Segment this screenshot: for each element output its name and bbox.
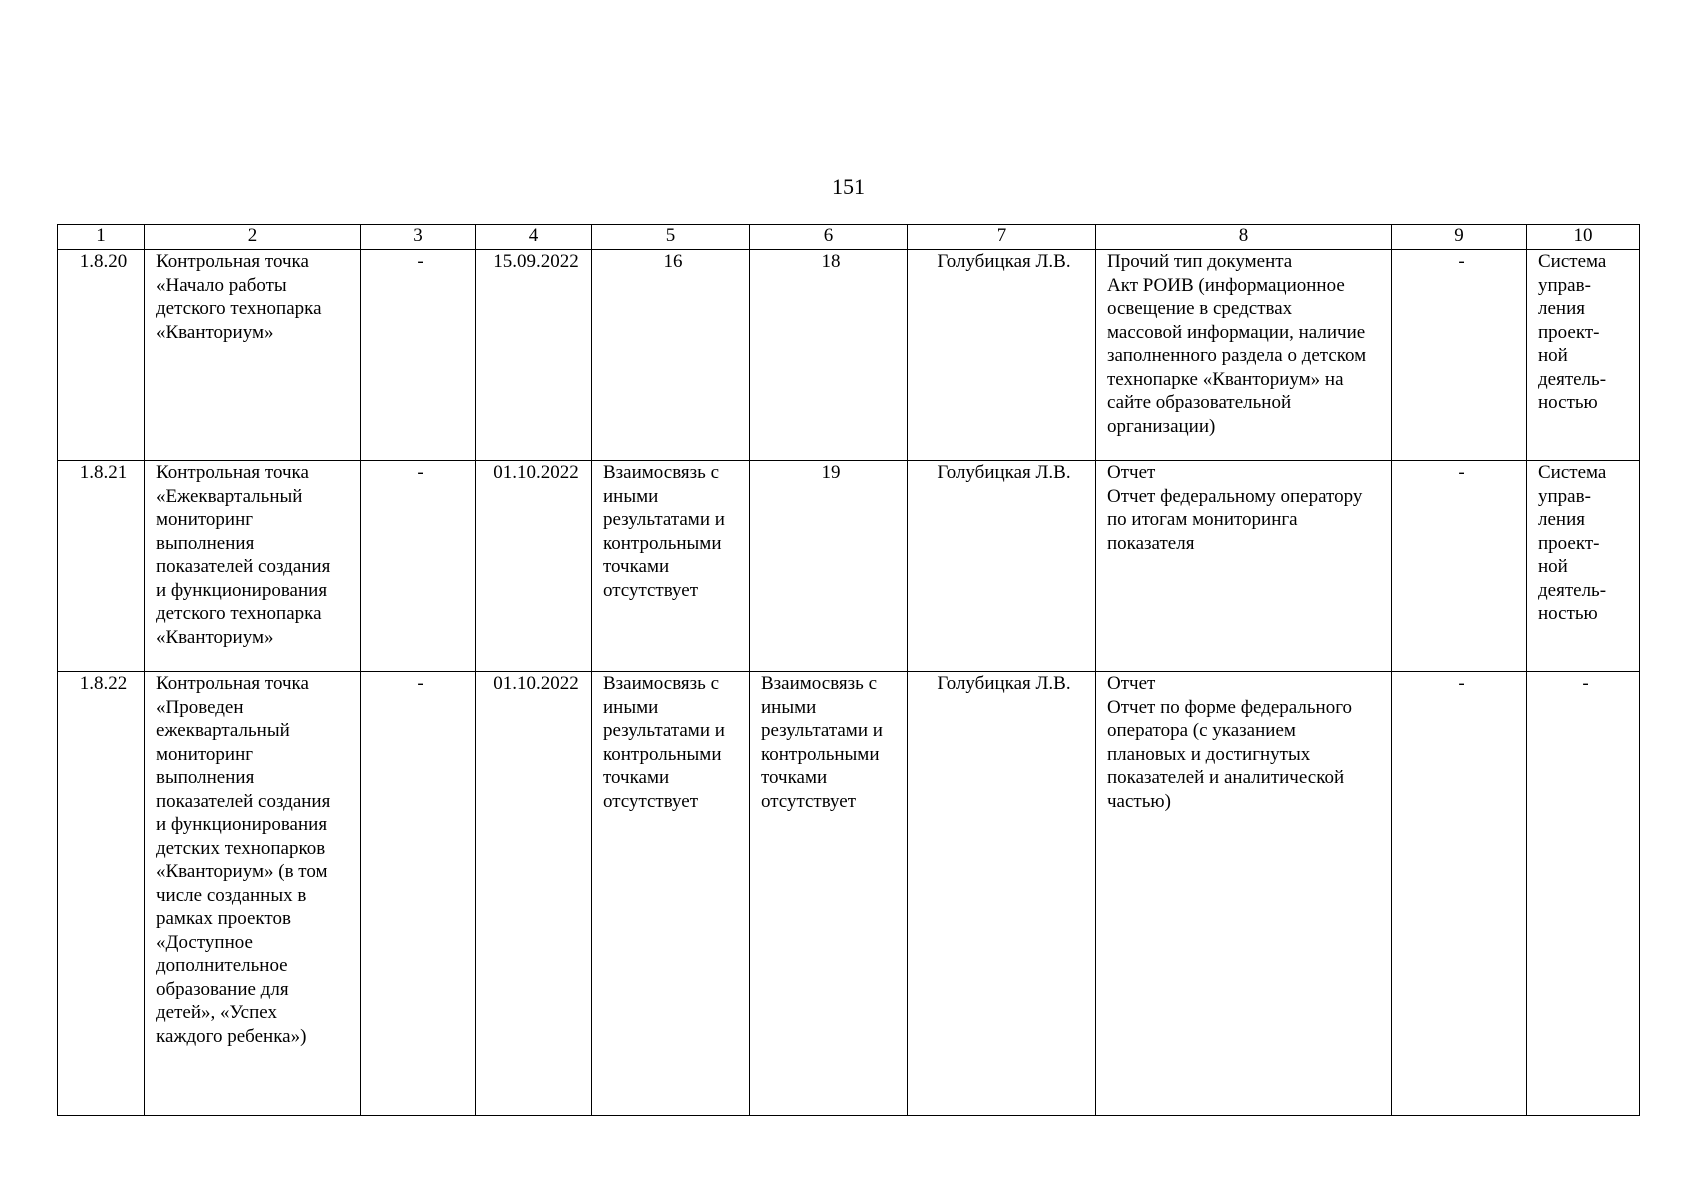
- control-points-table: [57, 224, 1640, 1116]
- cell-line: сайте образовательной: [1107, 392, 1292, 413]
- cell-line: Отчет: [1107, 462, 1156, 483]
- responsible-cell: Голубицкая Л.В.: [908, 250, 1096, 461]
- column-5-cell: [592, 250, 750, 461]
- cell-line: детей», «Успех: [156, 1002, 277, 1023]
- cell-line: деятель-: [1538, 579, 1607, 601]
- cell-line: 19: [821, 462, 841, 483]
- cell-line: ностью: [1538, 603, 1598, 624]
- cell-line: ной: [1538, 556, 1568, 577]
- cell-line: Контрольная точка: [156, 673, 309, 694]
- cell-line: массовой информации, наличие: [1107, 321, 1366, 343]
- cell-line: плановых и достигнутых: [1107, 743, 1311, 765]
- cell-line: «Кванториум» (в том: [156, 861, 328, 882]
- cell-line: освещение в средствах: [1107, 298, 1293, 319]
- cell-line: каждого ребенка»): [156, 1025, 307, 1047]
- cell-line: показателя: [1107, 532, 1195, 554]
- column-header-5: 5: [592, 225, 750, 250]
- cell-line: деятель-: [1538, 368, 1607, 390]
- cell-line: ностью: [1538, 392, 1598, 413]
- cell-line: детских технопарков: [156, 837, 326, 859]
- cell-line: -: [1582, 673, 1589, 694]
- cell-line: показателей создания: [156, 556, 331, 577]
- column-3-cell: -: [361, 672, 476, 1116]
- cell-line: иными: [603, 485, 659, 507]
- table-row: [58, 250, 1640, 461]
- cell-line: отсутствует: [603, 579, 699, 601]
- cell-line: Прочий тип документа: [1107, 251, 1293, 272]
- cell-line: детского технопарка: [156, 298, 322, 319]
- column-6-cell: [750, 250, 908, 461]
- column-header-10: 10: [1527, 225, 1640, 250]
- cell-line: управ-: [1538, 274, 1591, 296]
- column-9-cell: -: [1392, 461, 1527, 672]
- column-5-cell: [592, 672, 750, 1116]
- column-9-cell: -: [1392, 672, 1527, 1116]
- date-cell: 01.10.2022: [476, 461, 592, 672]
- cell-line: частью): [1107, 790, 1171, 812]
- cell-line: Взаимосвязь с: [761, 673, 878, 694]
- cell-line: «Ежеквартальный: [156, 485, 303, 507]
- column-header-2: 2: [145, 225, 361, 250]
- column-header-3: 3: [361, 225, 476, 250]
- table-row: [58, 672, 1640, 1116]
- row-number-cell: 1.8.20: [58, 250, 145, 461]
- column-3-cell: -: [361, 461, 476, 672]
- cell-line: ной: [1538, 345, 1568, 366]
- cell-line: Отчет: [1107, 673, 1156, 694]
- column-header-4: 4: [476, 225, 592, 250]
- cell-line: результатами и: [603, 720, 725, 741]
- cell-line: ления: [1538, 298, 1585, 319]
- cell-line: выполнения: [156, 767, 255, 788]
- cell-line: организации): [1107, 415, 1216, 437]
- column-6-cell: [750, 461, 908, 672]
- page-number: 151: [832, 174, 865, 199]
- cell-line: мониторинг: [156, 509, 254, 530]
- cell-line: точками: [761, 767, 828, 788]
- cell-line: и функционирования: [156, 579, 328, 601]
- column-number-row: [58, 225, 1640, 250]
- column-9-cell: -: [1392, 250, 1527, 461]
- column-header-1: 1: [58, 225, 145, 250]
- cell-line: и функционирования: [156, 814, 328, 835]
- cell-line: оператора (с указанием: [1107, 720, 1296, 741]
- cell-line: отсутствует: [603, 790, 699, 812]
- cell-line: Взаимосвязь с: [603, 673, 720, 694]
- cell-line: точками: [603, 767, 670, 788]
- column-10-cell: [1527, 461, 1640, 672]
- cell-line: Взаимосвязь с: [603, 462, 720, 483]
- cell-line: рамках проектов: [156, 908, 291, 929]
- cell-line: Контрольная точка: [156, 251, 309, 272]
- cell-line: выполнения: [156, 532, 255, 554]
- cell-line: Акт РОИВ (информационное: [1107, 274, 1345, 296]
- cell-line: иными: [603, 696, 659, 718]
- cell-line: 16: [663, 251, 683, 272]
- cell-line: Отчет федеральному оператору: [1107, 485, 1363, 507]
- control-point-name-cell: [145, 461, 361, 672]
- cell-line: ежеквартальный: [156, 720, 290, 741]
- cell-line: отсутствует: [761, 790, 857, 812]
- row-number-cell: 1.8.21: [58, 461, 145, 672]
- table-row: [58, 461, 1640, 672]
- control-point-name-cell: [145, 672, 361, 1116]
- cell-line: заполненного раздела о детском: [1107, 345, 1367, 366]
- cell-line: Система: [1538, 462, 1607, 483]
- responsible-cell: Голубицкая Л.В.: [908, 672, 1096, 1116]
- cell-line: «Проведен: [156, 696, 244, 718]
- cell-line: результатами и: [761, 720, 883, 741]
- document-cell: [1096, 672, 1392, 1116]
- document-cell: [1096, 250, 1392, 461]
- cell-line: иными: [761, 696, 817, 718]
- cell-line: числе созданных в: [156, 884, 307, 906]
- cell-line: технопарке «Кванториум» на: [1107, 368, 1344, 390]
- cell-line: детского технопарка: [156, 603, 322, 624]
- column-header-8: 8: [1096, 225, 1392, 250]
- cell-line: Контрольная точка: [156, 462, 309, 483]
- column-header-6: 6: [750, 225, 908, 250]
- column-3-cell: -: [361, 250, 476, 461]
- document-cell: [1096, 461, 1392, 672]
- cell-line: результатами и: [603, 509, 725, 530]
- cell-line: контрольными: [761, 743, 880, 765]
- cell-line: Система: [1538, 251, 1607, 272]
- cell-line: дополнительное: [156, 955, 288, 976]
- cell-line: контрольными: [603, 743, 722, 765]
- cell-line: точками: [603, 556, 670, 577]
- cell-line: управ-: [1538, 485, 1591, 507]
- cell-line: «Начало работы: [156, 274, 287, 296]
- cell-line: «Кванториум»: [156, 626, 274, 648]
- cell-line: 18: [821, 251, 841, 272]
- row-number-cell: 1.8.22: [58, 672, 145, 1116]
- column-6-cell: [750, 672, 908, 1116]
- column-10-cell: [1527, 250, 1640, 461]
- date-cell: 01.10.2022: [476, 672, 592, 1116]
- cell-line: «Доступное: [156, 931, 253, 953]
- column-header-7: 7: [908, 225, 1096, 250]
- date-cell: 15.09.2022: [476, 250, 592, 461]
- control-point-name-cell: [145, 250, 361, 461]
- column-10-cell: [1527, 672, 1640, 1116]
- cell-line: мониторинг: [156, 743, 254, 765]
- cell-line: «Кванториум»: [156, 321, 274, 343]
- column-5-cell: [592, 461, 750, 672]
- cell-line: образование для: [156, 978, 289, 1000]
- cell-line: Отчет по форме федерального: [1107, 696, 1353, 718]
- cell-line: контрольными: [603, 532, 722, 554]
- cell-line: показателей и аналитической: [1107, 767, 1345, 788]
- cell-line: ления: [1538, 509, 1585, 530]
- cell-line: проект-: [1538, 321, 1600, 343]
- responsible-cell: Голубицкая Л.В.: [908, 461, 1096, 672]
- cell-line: по итогам мониторинга: [1107, 509, 1298, 530]
- cell-line: показателей создания: [156, 790, 331, 812]
- cell-line: проект-: [1538, 532, 1600, 554]
- column-header-9: 9: [1392, 225, 1527, 250]
